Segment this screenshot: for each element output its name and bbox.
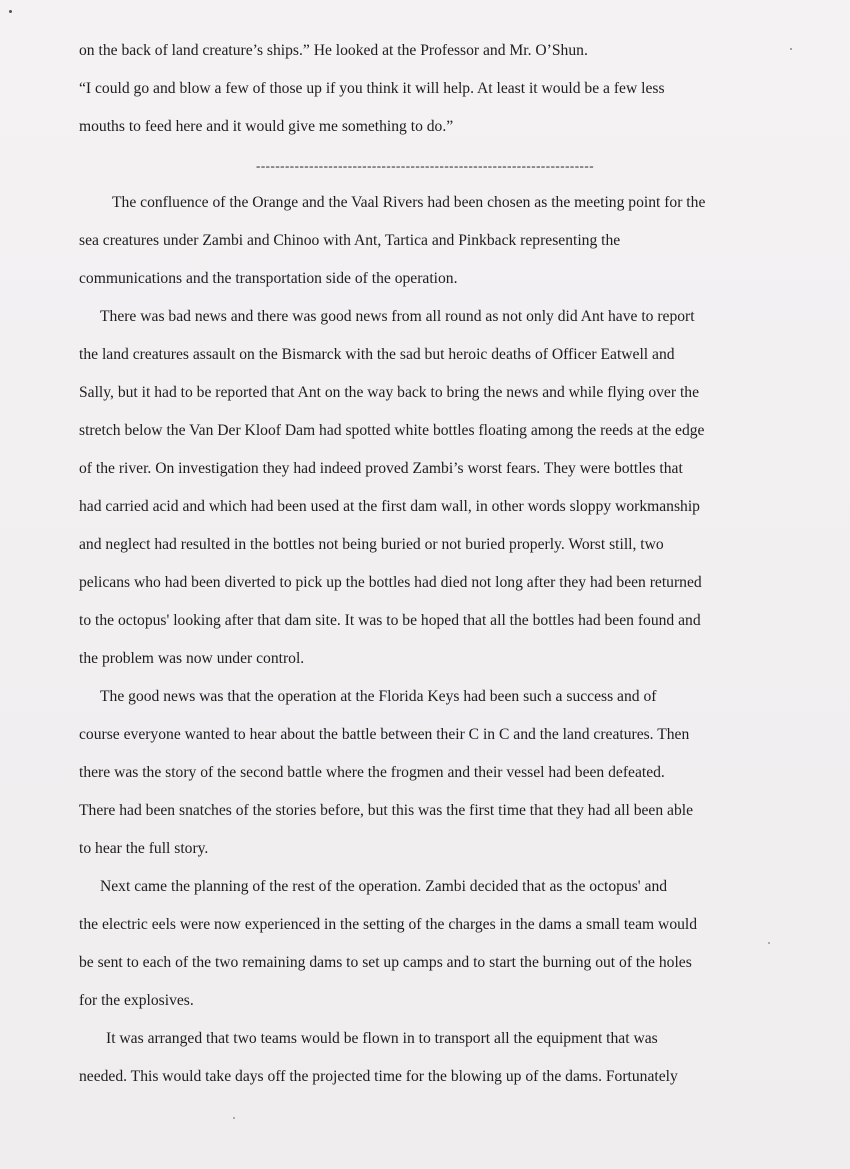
text-line: mouths to feed here and it would give me something to do.” [79,118,454,135]
text-line: on the back of land creature’s ships.” He looked at the Professor and Mr. O’Shun. [79,42,588,59]
text-line: “I could go and blow a few of those up if you think it will help. At least it would be a few less [79,80,665,97]
text-line: for the explosives. [79,992,194,1009]
text-line: of the river. On investigation they had indeed proved Zambi’s worst fears. They were bottles that [79,460,683,477]
text-line: had carried acid and which had been used at the first dam wall, in other words sloppy workmanship [79,498,700,515]
text-line: course everyone wanted to hear about the battle between their C in C and the land creatures. Then [79,726,690,743]
text-line: the electric eels were now experienced in the setting of the charges in the dams a small team would [79,916,698,933]
paragraph-first-line: The good news was that the operation at the Florida Keys had been such a success and of [100,688,657,705]
text-line: and neglect had resulted in the bottles not being buried or not buried properly. Worst still, two [79,536,664,553]
document-body [79,32,769,1096]
text-line: needed. This would take days off the projected time for the blowing up of the dams. Fortunately [79,1068,678,1085]
text-line: the problem was now under control. [79,650,305,667]
paragraph-first-line: The confluence of the Orange and the Vaal Rivers had been chosen as the meeting point for the [112,194,706,211]
text-line: to the octopus' looking after that dam site. It was to be hoped that all the bottles had been found and [79,612,701,629]
scan-speck [9,10,12,13]
scan-speck [790,48,792,50]
paragraph-first-line: There was bad news and there was good news from all round as not only did Ant have to report [100,308,695,325]
text-line: stretch below the Van Der Kloof Dam had spotted white bottles floating among the reeds at the edge [79,422,705,439]
paragraph-first-line: Next came the planning of the rest of the operation. Zambi decided that as the octopus' and [100,878,668,895]
paragraph-first-line: It was arranged that two teams would be flown in to transport all the equipment that was [106,1030,658,1047]
text-line: communications and the transportation side of the operation. [79,270,458,287]
text-line: the land creatures assault on the Bismarck with the sad but heroic deaths of Officer Eatwell and [79,346,675,363]
text-line: Sally, but it had to be reported that Ant on the way back to bring the news and while flying over the [79,384,699,401]
text-line: be sent to each of the two remaining dams to set up camps and to start the burning out of the holes [79,954,692,971]
scan-speck [233,1117,235,1119]
section-separator: ---------------------------------------------------------------------- [256,158,595,173]
text-line: pelicans who had been diverted to pick up the bottles had died not long after they had been returned [79,574,702,591]
text-line: there was the story of the second battle where the frogmen and their vessel had been defeated. [79,764,665,781]
text-line: sea creatures under Zambi and Chinoo with Ant, Tartica and Pinkback representing the [79,232,621,249]
text-line: There had been snatches of the stories before, but this was the first time that they had all been able [79,802,694,819]
text-line: to hear the full story. [79,840,209,857]
